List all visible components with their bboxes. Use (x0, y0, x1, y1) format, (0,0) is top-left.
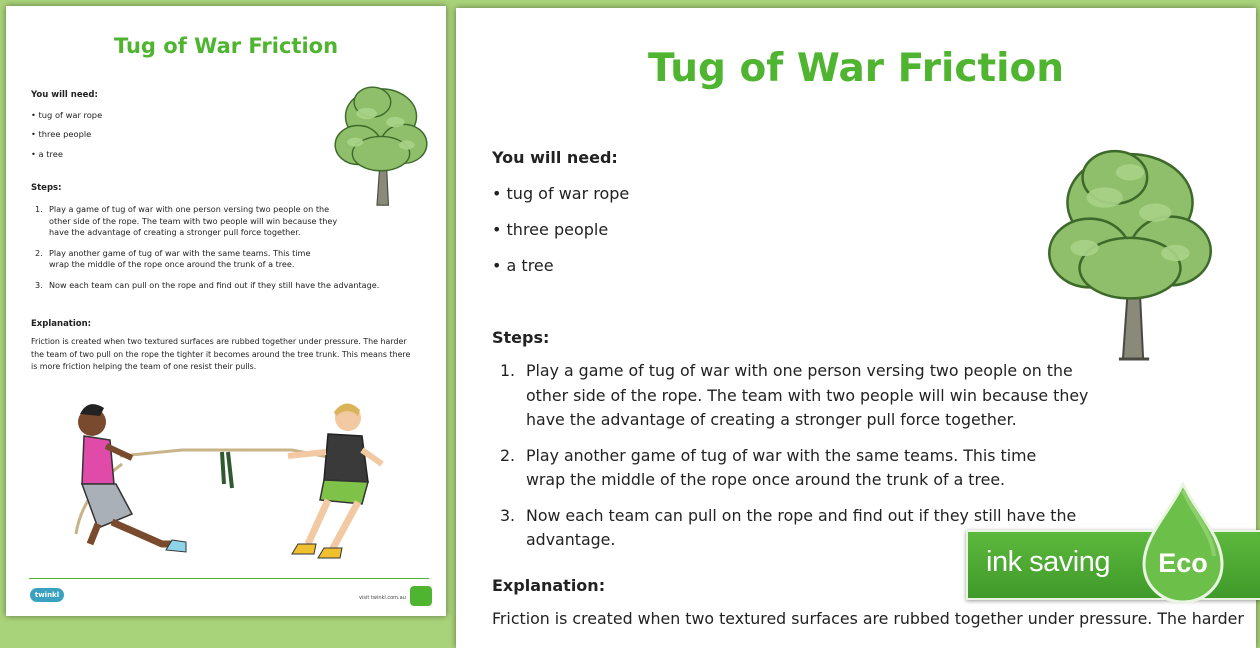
step-number: 2. (500, 445, 516, 465)
step-line: Now each team can pull on the rope and find out if they still have the advantage. (49, 279, 380, 290)
step-number: 1. (35, 204, 43, 214)
need-item: • a tree (492, 256, 554, 275)
step-item (500, 359, 1140, 433)
need-item: • a tree (31, 149, 63, 159)
step-line: Play a game of tug of war with one person versing two people on the (526, 361, 1073, 380)
worksheet-thumbnail (6, 6, 446, 616)
steps-heading: Steps: (492, 328, 550, 347)
explanation-line: is more friction helping the team of one resist their pulls. (31, 362, 257, 371)
step-line: wrap the middle of the rope once around the trunk of a tree. (526, 470, 1006, 489)
explanation-line: Friction is created when two textured surfaces are rubbed together under pressure. The harder (31, 337, 407, 346)
step-item (31, 280, 391, 292)
steps-list (31, 204, 391, 300)
explanation-heading: Explanation: (31, 319, 92, 329)
step-line: have the advantage of creating a stronger pull force together. (49, 227, 301, 237)
step-number: 1. (500, 361, 516, 380)
tug-of-war-illustration (62, 394, 402, 574)
step-line: have the advantage of creating a stronger pull force together. (526, 410, 1017, 429)
need-item: • tug of war rope (492, 184, 630, 203)
water-drop-icon (1138, 482, 1228, 606)
step-item (31, 248, 391, 271)
step-line: Play another game of tug of war with the same teams. This time (526, 445, 1037, 465)
step-item (500, 444, 1140, 493)
you-will-need-heading: You will need: (31, 90, 98, 100)
tree-illustration (1044, 142, 1216, 364)
step-line: other side of the rope. The team with two people will win because they (49, 215, 338, 226)
step-number: 3. (500, 505, 516, 525)
tree-illustration (332, 82, 430, 208)
eco-badge (1138, 482, 1228, 606)
steps-heading: Steps: (31, 183, 62, 193)
step-line: wrap the middle of the rope once around the trunk of a tree. (49, 259, 295, 269)
need-item: • tug of war rope (31, 110, 103, 120)
footer-url: visit twinkl.com.au (359, 595, 406, 601)
step-line: Play another game of tug of war with the same teams. This time (49, 247, 311, 258)
step-number: 3. (35, 279, 43, 290)
worksheet-title: Tug of War Friction (113, 34, 339, 58)
step-line: Play a game of tug of war with one person versing two people on the (49, 204, 330, 214)
eco-mini-icon (410, 586, 432, 606)
twinkl-logo: twinkl (30, 588, 64, 602)
eco-label: Eco (1158, 548, 1208, 578)
you-will-need-heading: You will need: (492, 148, 618, 167)
footer-divider (29, 578, 429, 579)
explanation-heading: Explanation: (492, 576, 606, 595)
need-item: • three people (31, 129, 92, 139)
explanation-text (31, 336, 431, 374)
ink-saving-label: ink saving (986, 546, 1110, 578)
step-line: Now each team can pull on the rope and find out if they still have the advantage. (526, 505, 1077, 549)
step-number: 2. (35, 247, 43, 258)
step-line: other side of the rope. The team with two people will win because they (526, 385, 1089, 405)
need-item: • three people (492, 220, 609, 239)
explanation-text: Friction is created when two textured surfaces are rubbed together under pressure. The harder (492, 609, 1244, 628)
step-item (31, 204, 391, 239)
explanation-line: the team of two pull on the rope the tighter it becomes around the tree trunk. This means there (31, 349, 411, 359)
worksheet-title: Tug of War Friction (647, 46, 1065, 91)
